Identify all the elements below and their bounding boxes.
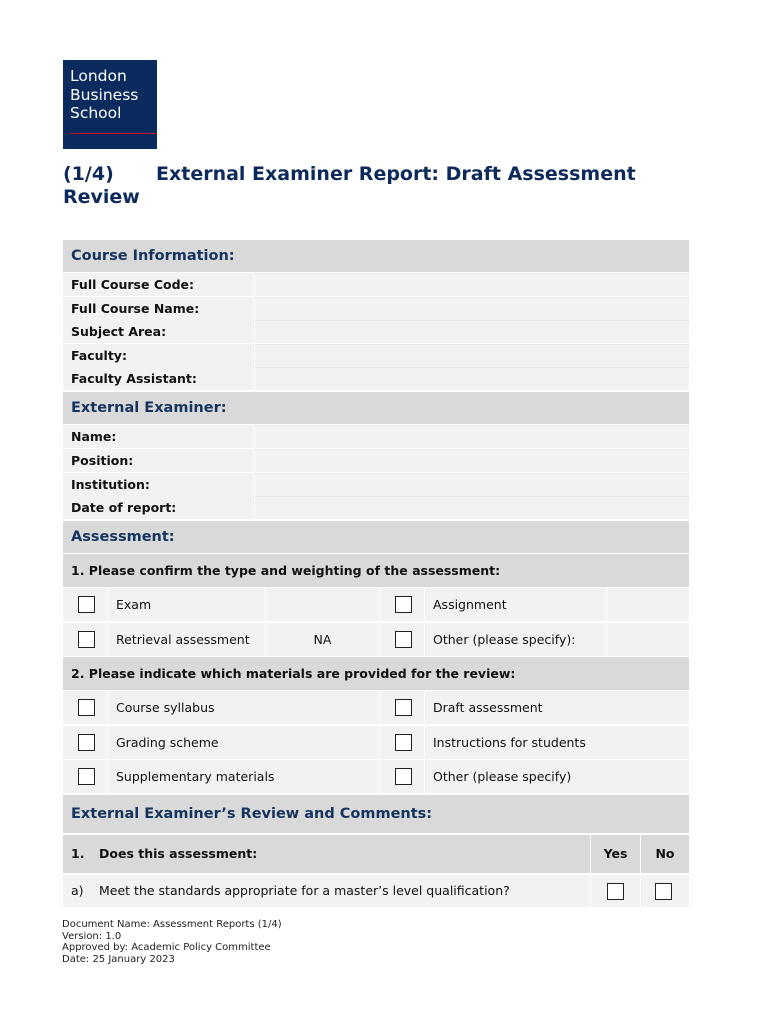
footer-document-name: Document Name: Assessment Reports (1/4) <box>62 919 282 930</box>
field-row-subject-area <box>63 320 689 343</box>
review-question <box>63 835 591 873</box>
field-label: Position: <box>63 449 255 472</box>
materials-row <box>63 691 689 724</box>
draft-checkbox-cell <box>380 691 425 724</box>
other-type-checkbox-cell <box>380 623 425 656</box>
other-materials-checkbox-cell <box>380 760 425 793</box>
logo-line-1: London <box>70 67 127 85</box>
review-heading: External Examiner’s Review and Comments: <box>63 795 689 833</box>
field-label: Faculty Assistant: <box>63 367 255 390</box>
instructions-checkbox-cell <box>380 726 425 759</box>
page-title <box>63 163 703 209</box>
field-label: Faculty: <box>63 344 255 367</box>
exam-label: Exam <box>108 588 266 621</box>
assignment-checkbox[interactable] <box>395 596 412 613</box>
examiner-name-field[interactable] <box>255 425 689 448</box>
course-name-field[interactable] <box>255 297 689 320</box>
grading-checkbox-cell <box>63 726 108 759</box>
field-row-faculty-assistant <box>63 367 689 390</box>
review-item-row <box>63 875 689 907</box>
report-date-field[interactable] <box>255 496 689 519</box>
examiner-institution-field[interactable] <box>255 473 689 496</box>
course-syllabus-checkbox[interactable] <box>78 699 95 716</box>
other-type-checkbox[interactable] <box>395 631 412 648</box>
no-checkbox[interactable] <box>655 883 672 900</box>
field-row-position <box>63 449 689 472</box>
other-materials-label: Other (please specify) <box>425 760 689 793</box>
document-footer <box>62 919 282 965</box>
faculty-assistant-field[interactable] <box>255 367 689 390</box>
assessment-type-row <box>63 588 689 621</box>
supplementary-materials-label: Supplementary materials <box>108 760 380 793</box>
title-text: External Examiner Report: Draft Assessment Review <box>63 163 636 208</box>
instructions-label: Instructions for students <box>425 726 689 759</box>
course-code-field[interactable] <box>255 273 689 296</box>
assessment-heading: Assessment: <box>63 521 689 553</box>
footer-approved-by: Approved by: Academic Policy Committee <box>62 942 271 953</box>
field-row-institution <box>63 473 689 496</box>
draft-assessment-label: Draft assessment <box>425 691 689 724</box>
review-question-header <box>63 835 689 873</box>
grading-scheme-checkbox[interactable] <box>78 734 95 751</box>
yes-checkbox-cell <box>591 875 641 907</box>
field-row-course-code <box>63 273 689 296</box>
instructions-checkbox[interactable] <box>395 734 412 751</box>
other-type-label: Other (please specify): <box>425 623 607 656</box>
subject-area-field[interactable] <box>255 320 689 343</box>
course-syllabus-label: Course syllabus <box>108 691 380 724</box>
retrieval-assessment-checkbox[interactable] <box>78 631 95 648</box>
review-item <box>63 875 591 907</box>
field-row-course-name <box>63 297 689 320</box>
logo-line-2: Business <box>70 85 139 104</box>
examiner-position-field[interactable] <box>255 449 689 472</box>
assignment-checkbox-cell <box>380 588 425 621</box>
footer-version: Version: 1.0 <box>62 930 122 942</box>
no-checkbox-cell <box>641 875 689 907</box>
no-column-header: No <box>641 835 689 873</box>
assessment-type-row <box>63 623 689 656</box>
yes-column-header: Yes <box>591 835 641 873</box>
field-label: Institution: <box>63 473 255 496</box>
course-information-heading: Course Information: <box>63 240 689 272</box>
field-label: Full Course Code: <box>63 273 255 296</box>
review-question-text: Does this assessment: <box>99 845 258 861</box>
review-question-number: 1. <box>71 845 85 861</box>
exam-weighting-field[interactable] <box>266 588 380 621</box>
draft-assessment-checkbox[interactable] <box>395 699 412 716</box>
review-item-letter: a) <box>71 882 84 898</box>
other-materials-checkbox[interactable] <box>395 768 412 785</box>
field-label: Full Course Name: <box>63 297 255 320</box>
materials-row <box>63 726 689 759</box>
exam-checkbox[interactable] <box>78 596 95 613</box>
title-number: (1/4) <box>63 163 114 185</box>
logo-red-rule <box>70 133 157 134</box>
exam-checkbox-cell <box>63 588 108 621</box>
field-row-name <box>63 425 689 448</box>
supplementary-checkbox-cell <box>63 760 108 793</box>
footer-date: Date: 25 January 2023 <box>62 953 175 965</box>
syllabus-checkbox-cell <box>63 691 108 724</box>
retrieval-checkbox-cell <box>63 623 108 656</box>
review-item-text: Meet the standards appropriate for a master’s level qualification? <box>99 882 510 898</box>
field-label: Subject Area: <box>63 320 255 343</box>
faculty-field[interactable] <box>255 344 689 367</box>
materials-question: 2. Please indicate which materials are provided for the review: <box>63 657 689 690</box>
field-row-date <box>63 496 689 519</box>
assignment-weighting-field[interactable] <box>607 588 689 621</box>
lbs-logo <box>63 60 157 149</box>
other-type-specify-field[interactable] <box>607 623 689 656</box>
report-form <box>63 240 689 907</box>
supplementary-materials-checkbox[interactable] <box>78 768 95 785</box>
field-row-faculty <box>63 344 689 367</box>
field-label: Name: <box>63 425 255 448</box>
logo-line-3: School <box>70 104 122 122</box>
grading-scheme-label: Grading scheme <box>108 726 380 759</box>
assignment-label: Assignment <box>425 588 607 621</box>
materials-row <box>63 760 689 793</box>
retrieval-assessment-label: Retrieval assessment <box>108 623 266 656</box>
retrieval-weighting-field[interactable]: NA <box>266 623 380 656</box>
yes-checkbox[interactable] <box>607 883 624 900</box>
external-examiner-heading: External Examiner: <box>63 392 689 424</box>
field-label: Date of report: <box>63 496 255 519</box>
assessment-type-question: 1. Please confirm the type and weighting of the assessment: <box>63 554 689 587</box>
